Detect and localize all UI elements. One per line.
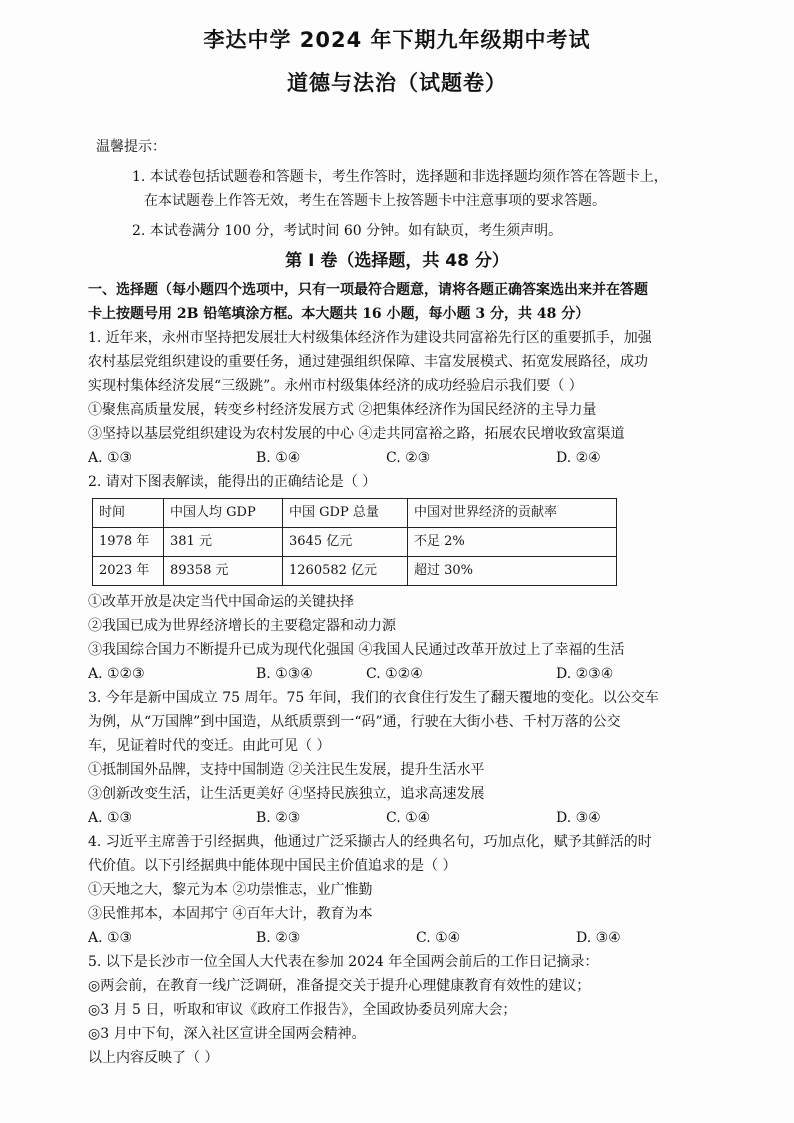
q4-line: ①天地之大，黎元为本 ②功崇惟志，业广惟勤 xyxy=(88,882,373,898)
table-cell: 1978 年 xyxy=(93,528,164,557)
q4-option-c: C. ①④ xyxy=(416,930,461,946)
q1-line: ①聚焦高质量发展，转变乡村经济发展方式 ②把集体经济作为国民经济的主导力量 xyxy=(88,402,597,418)
q5-line: 5. 以下是长沙市一位全国人大代表在参加 2024 年全国两会前后的工作日记摘录： xyxy=(88,954,599,970)
q3-options xyxy=(88,806,728,830)
question-body xyxy=(88,278,728,1070)
q2-option-a: A. ①②③ xyxy=(88,666,145,682)
q4-option-d: D. ③④ xyxy=(576,930,621,946)
notice-box xyxy=(96,135,716,243)
q2-line: ③我国综合国力不断提升已成为现代化强国 ④我国人民通过改革开放过上了幸福的生活 xyxy=(88,642,625,658)
q4-option-b: B. ②③ xyxy=(256,930,301,946)
q4-line: ③民惟邦本，本固邦宁 ④百年大计，教育为本 xyxy=(88,906,373,922)
q1-option-d: D. ②④ xyxy=(556,450,601,466)
table-header-cell: 中国对世界经济的贡献率 xyxy=(408,499,617,528)
table-header-cell: 中国 GDP 总量 xyxy=(283,499,408,528)
q2-line: ②我国已成为世界经济增长的主要稳定器和动力源 xyxy=(88,618,396,634)
table-header-cell: 时间 xyxy=(93,499,164,528)
table-row xyxy=(93,528,617,557)
notice-item-1-line-2: 在本试题卷上作答无效，考生在答题卡上按答题卡中注意事项的要求答题。 xyxy=(144,193,606,209)
q2-option-c: C. ①②④ xyxy=(366,666,423,682)
q1-options xyxy=(88,446,728,470)
q3-option-d: D. ③④ xyxy=(556,810,601,826)
q1-option-b: B. ①④ xyxy=(256,450,301,466)
q4-option-a: A. ①③ xyxy=(88,930,133,946)
q3-option-a: A. ①③ xyxy=(88,810,133,826)
q3-line: 3. 今年是新中国成立 75 周年。75 年间，我们的衣食住行发生了翻天覆地的变化。以公交车 xyxy=(88,690,659,706)
q1-option-a: A. ①③ xyxy=(88,450,133,466)
q1-line: 农村基层党组织建设的重要任务，通过建强组织保障、丰富发展模式、拓宽发展路径，成功 xyxy=(88,354,648,370)
table-cell: 89358 元 xyxy=(164,557,283,586)
q1-line: 实现村集体经济发展“三级跳”。永州市村级集体经济的成功经验启示我们要（ ） xyxy=(88,378,583,394)
q3-line: 为例，从“万国牌”到中国造，从纸质票到一“码”通，行驶在大街小巷、千村万落的公交 xyxy=(88,714,621,730)
q2-stem: 2. 请对下图表解读，能得出的正确结论是（ ） xyxy=(88,474,377,490)
exam-title: 李达中学 2024 年下期九年级期中考试 xyxy=(203,28,591,52)
table-row xyxy=(93,557,617,586)
q1-option-c: C. ②③ xyxy=(386,450,431,466)
q1-line: 1. 近年来，永州市坚持把发展壮大村级集体经济作为建设共同富裕先行区的重要抓手，加强 xyxy=(88,330,652,346)
q2-line: ①改革开放是决定当代中国命运的关键抉择 xyxy=(88,594,354,610)
table-cell: 不足 2% xyxy=(408,528,617,557)
table-cell: 381 元 xyxy=(164,528,283,557)
notice-item-1-line-1: 1. 本试卷包括试题卷和答题卡，考生作答时，选择题和非选择题均须作答在答题卡上， xyxy=(132,169,668,185)
instructions-line-1: 一、选择题（每小题四个选项中，只有一项最符合题意，请将各题正确答案选出来并在答题 xyxy=(88,282,648,298)
notice-item-2: 2. 本试卷满分 100 分，考试时间 60 分钟。如有缺页，考生须声明。 xyxy=(132,223,563,239)
q2-option-b: B. ①③④ xyxy=(256,666,313,682)
q3-line: 车，见证着时代的变迁。由此可见（ ） xyxy=(88,738,331,754)
table-cell: 1260582 亿元 xyxy=(283,557,408,586)
q5-line: 以上内容反映了（ ） xyxy=(88,1050,219,1066)
q3-line: ①抵制国外品牌，支持中国制造 ②关注民生发展，提升生活水平 xyxy=(88,762,485,778)
q3-line: ③创新改变生活，让生活更美好 ④坚持民族独立，追求高速发展 xyxy=(88,786,485,802)
q4-line: 代价值。以下引经据典中能体现中国民主价值追求的是（ ） xyxy=(88,858,457,874)
q3-option-b: B. ②③ xyxy=(256,810,301,826)
q4-options xyxy=(88,926,728,950)
q1-line: ③坚持以基层党组织建设为农村发展的中心 ④走共同富裕之路，拓展农民增收致富渠道 xyxy=(88,426,625,442)
table-cell: 超过 30% xyxy=(408,557,617,586)
table-cell: 2023 年 xyxy=(93,557,164,586)
notice-head: 温馨提示： xyxy=(96,139,166,155)
q5-line: ◎3 月中下旬，深入社区宣讲全国两会精神。 xyxy=(88,1026,366,1042)
instructions-line-2: 卡上按题号用 2B 铅笔填涂方框。本大题共 16 小题，每小题 3 分，共 48 分） xyxy=(88,306,590,322)
q3-option-c: C. ①④ xyxy=(386,810,431,826)
q2-option-d: D. ②③④ xyxy=(556,666,614,682)
gdp-table xyxy=(92,498,617,586)
q4-line: 4. 习近平主席善于引经据典，他通过广泛采撷古人的经典名句，巧加点化，赋予其鲜活的时 xyxy=(88,834,652,850)
section-title: 第 I 卷（选择题，共 48 分） xyxy=(285,251,509,271)
table-header-row xyxy=(93,499,617,528)
exam-subtitle: 道德与法治（试题卷） xyxy=(287,71,507,95)
q5-line: ◎3 月 5 日，听取和审议《政府工作报告》，全国政协委员列席大会； xyxy=(88,1002,517,1018)
table-cell: 3645 亿元 xyxy=(283,528,408,557)
table-header-cell: 中国人均 GDP xyxy=(164,499,283,528)
q5-line: ◎两会前，在教育一线广泛调研，准备提交关于提升心理健康教育有效性的建议； xyxy=(88,978,591,994)
q2-options xyxy=(88,662,728,686)
